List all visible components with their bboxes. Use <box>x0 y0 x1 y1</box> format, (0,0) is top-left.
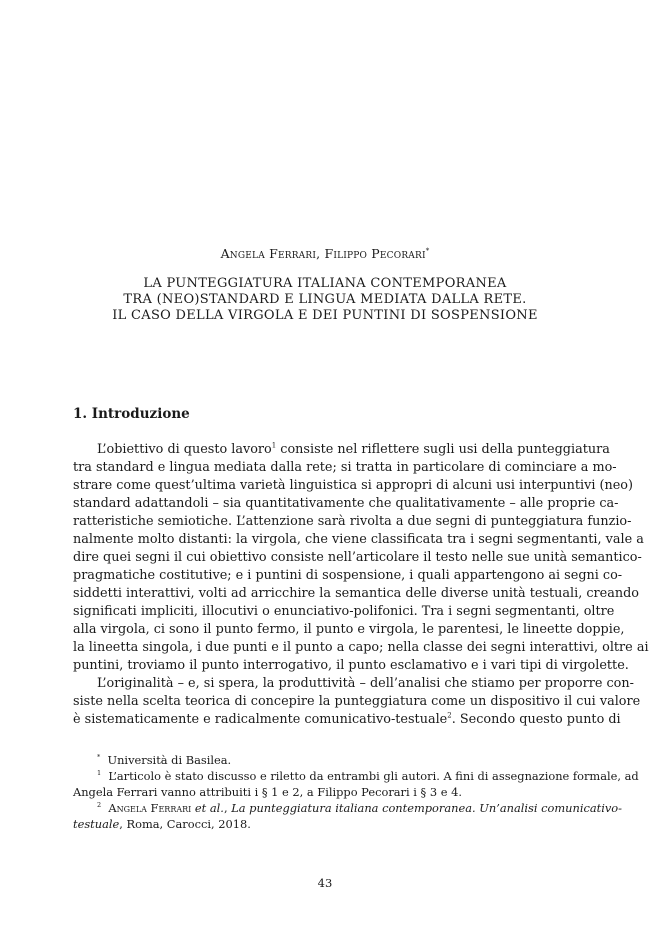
page-number: 43 <box>317 876 333 890</box>
body-line: pragmatiche costitutive; e i puntini di sospensione, i quali appartengono ai segni co- <box>73 568 623 583</box>
body-line: standard adattandoli – sia quantitativamente che qualitativamente – alle proprie ca- <box>73 496 619 511</box>
body-line: siste nella scelta teorica di concepire la punteggiatura come un dispositivo il cui valore <box>73 694 641 709</box>
body-text-run: L’obiettivo di questo lavoro <box>97 442 272 457</box>
footnote-star <box>73 752 577 768</box>
footnote-text: L’articolo è stato discusso e riletto da entrambi gli autori. A fini di assegnazione formale, ad <box>108 769 639 783</box>
title-line-1: LA PUNTEGGIATURA ITALIANA CONTEMPORANEA <box>143 276 507 291</box>
footnote-marker: 2 <box>97 801 102 810</box>
body-line <box>73 711 621 729</box>
body-line: nalmente molto distanti: la virgola, che viene classificata tra i segni segmentanti, vale a <box>73 532 644 547</box>
authors-affiliation-marker: * <box>425 246 430 255</box>
authors-names: Angela Ferrari, Filippo Pecorari <box>220 246 426 261</box>
footnote-ref-1: 1 <box>271 441 277 450</box>
footnote-marker: 1 <box>97 769 102 778</box>
footnote-author: Angela Ferrari <box>108 801 192 815</box>
body-line: dire quei segni il cui obiettivo consiste nell’articolare il testo nelle sue unità semantico- <box>73 550 642 565</box>
body-line: puntini, troviamo il punto interrogativo, il punto esclamativo e i vari tipi di virgolette. <box>73 658 629 673</box>
article-title <box>0 276 650 324</box>
body-line: L’originalità – e, si spera, la produttività – dell’analisi che stiamo per proporre con- <box>97 676 634 691</box>
footnote-text: Università di Basilea. <box>107 753 232 767</box>
footnote-book-title: testuale <box>73 817 120 831</box>
body-line: significati impliciti, illocutivi o enunciativo-polifonici. Tra i segni segmentanti, oltre <box>73 604 615 619</box>
footnote-1-continued: Angela Ferrari vanno attribuiti i § 1 e 2, a Filippo Pecorari i § 3 e 4. <box>73 785 462 799</box>
body-line: siddetti interattivi, volti ad arricchire la semantica delle diverse unità testuali, creando <box>73 586 639 601</box>
body-text-run: consiste nel riflettere sugli usi della punteggiatura <box>276 442 610 457</box>
body-text-run: è sistematicamente e radicalmente comunicativo-testuale <box>73 712 448 727</box>
footnote-1 <box>73 768 639 784</box>
body-text <box>73 441 649 729</box>
footnote-2 <box>73 800 623 816</box>
body-line: ratteristiche semiotiche. L’attenzione sarà rivolta a due segni di punteggiatura funzio- <box>73 514 632 529</box>
body-line: alla virgola, ci sono il punto fermo, il punto e virgola, le parentesi, le lineette doppie, <box>73 622 625 637</box>
body-line: tra standard e lingua mediata dalla rete; si tratta in particolare di cominciare a mo- <box>73 460 617 475</box>
body-text-run: . Secondo questo punto di <box>451 712 621 727</box>
body-line: strare come quest’ultima varietà linguistica si appropri di alcuni usi interpuntivi (neo) <box>73 478 634 493</box>
footnote-marker: * <box>97 753 101 762</box>
footnotes <box>73 752 639 832</box>
footnote-ref-2: 2 <box>447 711 452 720</box>
title-line-3: IL CASO DELLA VIRGOLA E DEI PUNTINI DI SOSPENSIONE <box>112 308 538 323</box>
body-line <box>73 441 610 459</box>
footnote-etal: et al. <box>191 801 224 815</box>
footnote-2-continued <box>73 816 577 832</box>
title-line-2: TRA (NEO)STANDARD E LINGUA MEDIATA DALLA RETE. <box>123 292 527 307</box>
footnote-publisher: , Roma, Carocci, 2018. <box>119 817 251 831</box>
footnote-book-title: La punteggiatura italiana contemporanea. Un’analisi comunicativo- <box>231 801 623 815</box>
section-heading: 1. Introduzione <box>73 406 190 422</box>
footnote-separator: , <box>223 801 232 815</box>
body-line: la lineetta singola, i due punti e il punto a capo; nella classe dei segni interattivi, oltre ai <box>73 640 649 655</box>
authors-line <box>0 246 650 261</box>
